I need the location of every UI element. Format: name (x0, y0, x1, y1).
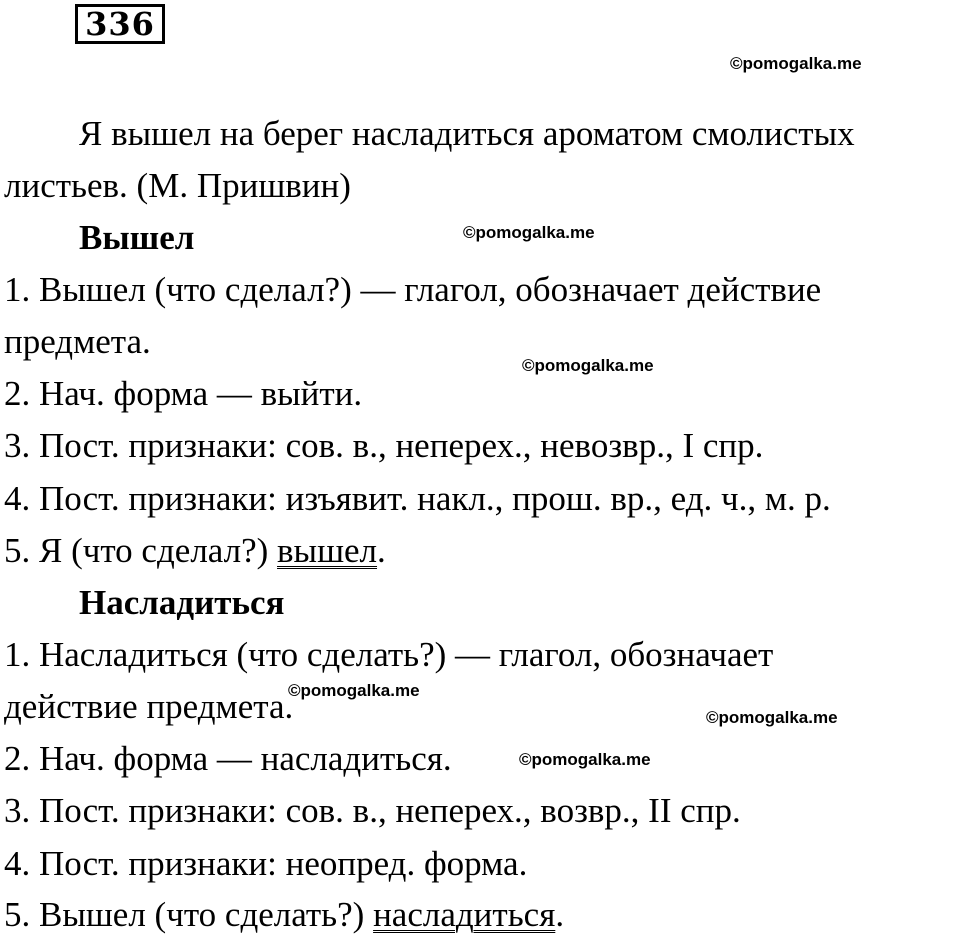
nasladitsya-item-1-line-2: действие предмета. (4, 687, 294, 726)
watermark: ©pomogalka.me (463, 223, 595, 242)
vyshel-item-5-suffix: . (377, 531, 386, 570)
sentence-line-1: Я вышел на берег насладиться ароматом смолистых (79, 114, 855, 153)
vyshel-item-3: 3. Пост. признаки: сов. в., неперех., невозвр., I спр. (4, 426, 764, 465)
watermark: ©pomogalka.me (288, 681, 420, 700)
nasladitsya-item-4: 4. Пост. признаки: неопред. форма. (4, 844, 528, 883)
vyshel-item-2: 2. Нач. форма — выйти. (4, 374, 363, 413)
vyshel-item-1-line-1: 1. Вышел (что сделал?) — глагол, обозначает действие (4, 270, 822, 309)
watermark: ©pomogalka.me (519, 750, 651, 769)
nasladitsya-item-3: 3. Пост. признаки: сов. в., неперех., возвр., II спр. (4, 791, 741, 830)
task-number-box: 336 (75, 4, 165, 44)
nasladitsya-item-5-prefix: 5. Вышел (что сделать?) (4, 895, 374, 934)
section-heading-vyshel: Вышел (79, 218, 195, 257)
vyshel-item-4: 4. Пост. признаки: изъявит. накл., прош. вр., ед. ч., м. р. (4, 479, 831, 518)
vyshel-item-5-underlined-word: вышел (277, 531, 378, 570)
sentence-line-2: листьев. (М. Пришвин) (4, 166, 351, 205)
nasladitsya-item-1-line-1: 1. Насладиться (что сделать?) — глагол, обозначает (4, 635, 774, 674)
vyshel-item-1-line-2: предмета. (4, 322, 151, 361)
vyshel-item-5-prefix: 5. Я (что сделал?) (4, 531, 278, 570)
nasladitsya-item-5-underlined-word: насладиться (373, 895, 556, 934)
watermark: ©pomogalka.me (730, 54, 862, 73)
nasladitsya-item-5-suffix: . (555, 895, 565, 934)
section-heading-nasladitsya: Насладиться (79, 583, 285, 622)
nasladitsya-item-5 (4, 895, 564, 935)
watermark: ©pomogalka.me (706, 708, 838, 727)
nasladitsya-item-2: 2. Нач. форма — насладиться. (4, 739, 452, 778)
vyshel-item-5 (4, 531, 386, 571)
watermark: ©pomogalka.me (522, 356, 654, 375)
